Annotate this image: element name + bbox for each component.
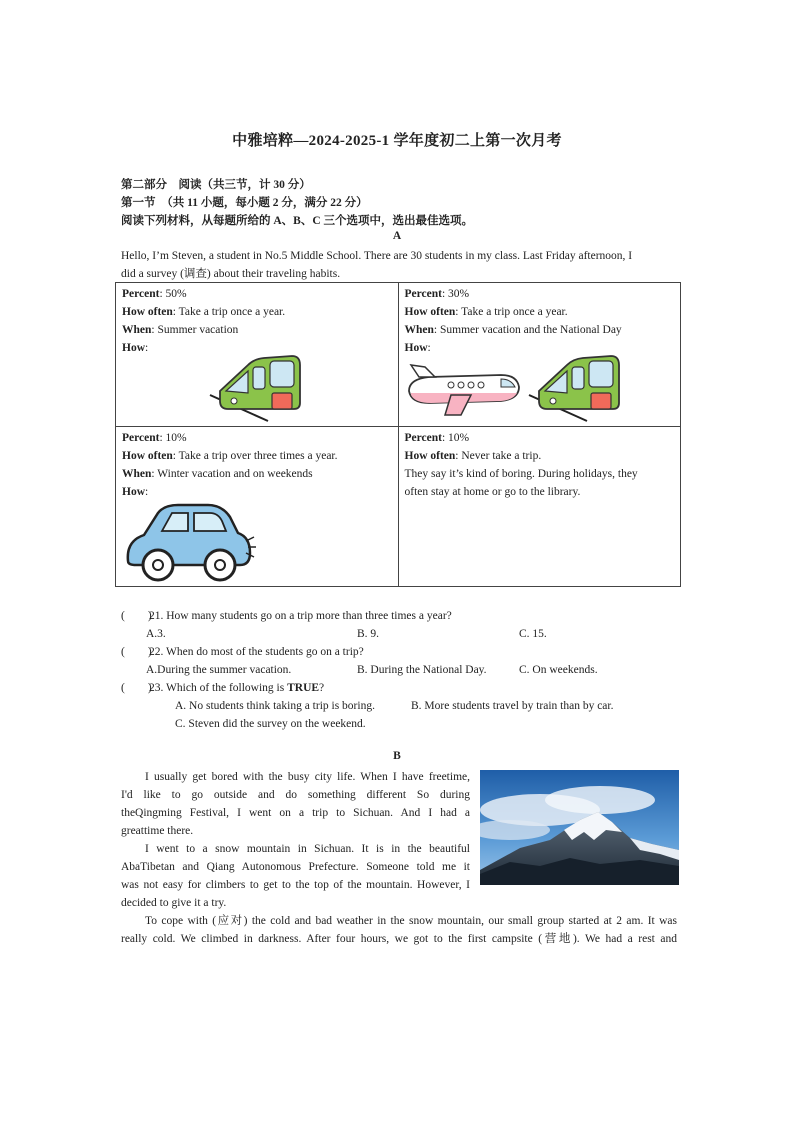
how-often-value: : Take a trip over three times a year. (172, 450, 338, 462)
percent-label: Percent (404, 288, 442, 300)
question-21-paren[interactable]: ( ) (121, 610, 152, 622)
text-line: was not easy for climbers to get to the top of the mountain. However, I (121, 879, 470, 891)
exam-title: 中雅培粹—2024-2025-1 学年度初二上第一次月考 (232, 133, 562, 149)
text-line: theQingming Festival, I went on a trip to Sichuan. And I had a (121, 807, 470, 819)
percent-value: : 30% (441, 288, 470, 300)
question-22-option-a: A.During the summer vacation. (146, 664, 292, 676)
text-line: really cold. We climbed in darkness. After four hours, we got to the first campsite (营地). We had a rest and (121, 933, 677, 945)
cell-note-1: They say it’s kind of boring. During holidays, they (404, 468, 638, 480)
snow-mountain-photo (480, 770, 679, 885)
train-icon (208, 353, 308, 423)
percent-value: : 50% (159, 288, 187, 300)
when-label: When (404, 324, 434, 336)
how-often-label: How often (404, 306, 456, 318)
car-icon (122, 501, 258, 587)
survey-table (115, 282, 681, 587)
percent-label: Percent (122, 288, 160, 300)
passage-b-paragraph-3 (121, 912, 677, 948)
how-label: How (122, 486, 145, 498)
percent-value: : 10% (441, 432, 470, 444)
how-often-label: How often (404, 450, 456, 462)
how-label: How (404, 342, 428, 354)
how-value: : (145, 342, 149, 354)
how-often-label: How often (122, 450, 173, 462)
question-22-paren[interactable]: ( ) (121, 646, 152, 658)
percent-label: Percent (122, 432, 160, 444)
survey-cell-1 (116, 283, 399, 427)
question-22-option-c: C. On weekends. (519, 664, 598, 676)
passage-b-paragraph-2 (121, 840, 470, 912)
question-23-paren[interactable]: ( ) (121, 682, 152, 694)
instruction: 阅读下列材料，从每题所给的 A、B、C 三个选项中，选出最佳选项。 (121, 215, 474, 227)
question-21-option-a: A.3. (146, 628, 166, 640)
question-21-option-b: B. 9. (357, 628, 380, 640)
percent-value: : 10% (159, 432, 187, 444)
survey-cell-3 (116, 427, 399, 587)
survey-cell-2 (398, 283, 681, 427)
when-value: : Winter vacation and on weekends (151, 468, 313, 480)
how-often-label: How often (122, 306, 173, 318)
passage-b-paragraph-1 (121, 768, 470, 840)
question-22-option-b: B. During the National Day. (357, 664, 487, 676)
text-line: To cope with (应对) the cold and bad weather in the snow mountain, our small group started at 2 am. It was (145, 915, 677, 927)
when-label: When (122, 468, 152, 480)
section-heading: 第一节 （共 11 小题，每小题 2 分，满分 22 分） (121, 197, 368, 209)
text-line: greattime there. (121, 825, 194, 837)
question-23-stem-bold: TRUE (287, 682, 320, 694)
question-23-stem-end: ? (319, 682, 325, 694)
how-often-value: : Never take a trip. (455, 450, 542, 462)
question-23-stem (149, 679, 324, 697)
question-23-option-b: B. More students travel by train than by car. (411, 700, 614, 712)
when-value: : Summer vacation (151, 324, 239, 336)
train-icon (527, 353, 627, 423)
percent-label: Percent (404, 432, 442, 444)
intro-line-1: Hello, I’m Steven, a student in No.5 Middle School. There are 30 students in my class. Last Friday afternoon, I (121, 250, 633, 262)
question-21-stem: 21. How many students go on a trip more than three times a year? (149, 610, 452, 622)
text-line: I'd like to go outside and do something different So during (121, 789, 470, 801)
airplane-icon (405, 361, 523, 421)
passage-b-label: B (393, 750, 401, 762)
text-line: decided to give it a try. (121, 897, 227, 909)
intro-line-2: did a survey (调查) about their traveling habits. (121, 268, 341, 280)
how-often-value: : Take a trip once a year. (455, 306, 568, 318)
cell-note-2: often stay at home or go to the library. (404, 486, 581, 498)
part-heading: 第二部分 阅读（共三节，计 30 分） (121, 179, 311, 191)
text-line: I went to a snow mountain in Sichuan. It is in the beautiful (145, 843, 470, 855)
question-22-stem: 22. When do most of the students go on a trip? (149, 646, 364, 658)
how-value: : (145, 486, 149, 498)
when-value: : Summer vacation and the National Day (433, 324, 622, 336)
question-23-stem-text: 23. Which of the following is (149, 682, 288, 694)
when-label: When (122, 324, 152, 336)
how-value: : (427, 342, 431, 354)
how-often-value: : Take a trip once a year. (172, 306, 286, 318)
question-23-option-a: A. No students think taking a trip is boring. (175, 700, 375, 712)
text-line: AbaTibetan and Qiang Autonomous Prefecture. Someone told me it (121, 861, 470, 873)
survey-cell-4 (398, 427, 681, 587)
question-21-option-c: C. 15. (519, 628, 547, 640)
how-label: How (122, 342, 145, 354)
text-line: I usually get bored with the busy city life. When I have freetime, (145, 771, 470, 783)
question-23-option-c: C. Steven did the survey on the weekend. (175, 718, 366, 730)
passage-a-label: A (392, 230, 402, 242)
